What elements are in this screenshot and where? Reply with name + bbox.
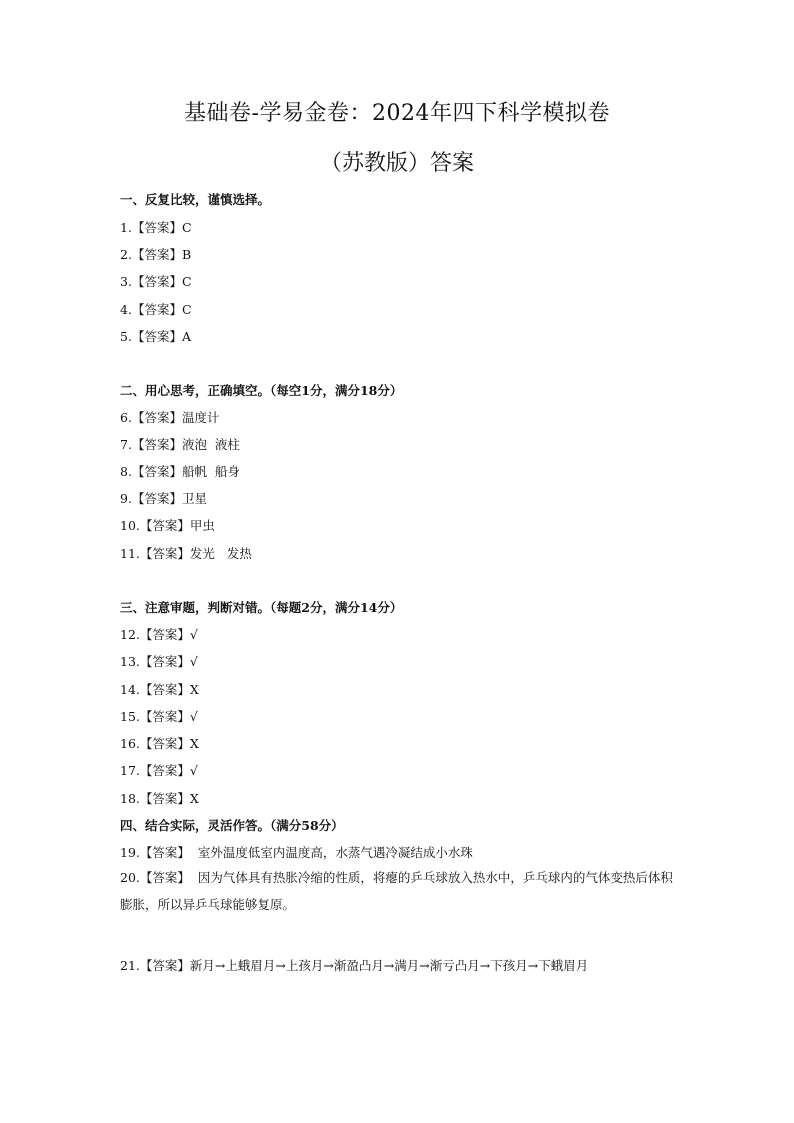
answer-tag: 【答案】 [131, 302, 182, 317]
question-number: 5. [120, 329, 132, 344]
answer-row [120, 245, 191, 263]
answer-tag: 【答案】 [131, 220, 182, 235]
answer-tag: 【答案】 [139, 654, 190, 669]
answer-row [120, 734, 199, 752]
answer-row [120, 843, 473, 861]
answer-tag: 【答案】 [131, 464, 182, 479]
answer-row [120, 516, 215, 534]
answer-text: X [189, 736, 199, 751]
answer-text: C [181, 274, 192, 289]
answer-row [120, 300, 192, 318]
answer-tag: 【答案】 [139, 518, 190, 533]
answer-tag: 【答案】 [131, 247, 182, 262]
answer-tag: 【答案】 [131, 329, 182, 344]
question-number: 10. [120, 518, 140, 533]
answer-row [120, 544, 252, 562]
question-number: 18. [120, 791, 140, 806]
answer-tag: 【答案】 [139, 709, 190, 724]
section-heading-fill-in: 二、用心思考，正确填空。（每空1分，满分18分） [120, 383, 403, 398]
answer-row [120, 272, 192, 290]
question-number: 20. [120, 870, 140, 885]
section-heading-true-false: 三、注意审题，判断对错。（每题2分，满分14分） [120, 600, 403, 615]
answer-row [120, 789, 199, 807]
answer-text: 发光 发热 [189, 546, 252, 561]
answer-text: X [189, 791, 199, 806]
answer-text: 甲虫 [189, 518, 215, 533]
answer-text: 室外温度低室内温度高，水蒸气遇冷凝结成小水珠 [189, 845, 473, 860]
question-number: 11. [120, 546, 140, 561]
answer-text: √ [189, 709, 198, 724]
answer-row [120, 218, 192, 236]
question-number: 19. [120, 845, 140, 860]
answer-text: 新月→上蛾眉月→上孩月→渐盈凸月→满月→渐亏凸月→下孩月→下蛾眉月 [189, 958, 589, 973]
question-number: 3. [120, 274, 132, 289]
answer-text: X [189, 682, 199, 697]
answer-text: √ [189, 763, 198, 778]
answer-tag: 【答案】 [139, 546, 190, 561]
answer-paragraph [120, 864, 680, 918]
answer-text: 船帆 船身 [181, 464, 240, 479]
answer-tag: 【答案】 [139, 627, 190, 642]
answer-tag: 【答案】 [139, 870, 190, 885]
answer-tag: 【答案】 [139, 845, 190, 860]
question-number: 12. [120, 627, 140, 642]
answer-row [120, 327, 191, 345]
answer-row [120, 956, 588, 974]
answer-row [120, 707, 198, 725]
question-number: 15. [120, 709, 140, 724]
question-number: 4. [120, 302, 132, 317]
question-number: 6. [120, 410, 132, 425]
answer-row [120, 462, 240, 480]
answer-tag: 【答案】 [139, 736, 190, 751]
question-number: 1. [120, 220, 132, 235]
answer-text: A [181, 329, 191, 344]
answer-row [120, 680, 199, 698]
answer-text: 因为气体具有热胀冷缩的性质，将瘪的乒乓球放入热水中，乒乓球内的气体变热后体积膨胀，所以异乒乓球能够复原。 [120, 870, 673, 912]
answer-tag: 【答案】 [131, 491, 182, 506]
answer-tag: 【答案】 [139, 682, 190, 697]
question-number: 9. [120, 491, 132, 506]
question-number: 17. [120, 763, 140, 778]
answer-row [120, 625, 198, 643]
question-number: 2. [120, 247, 132, 262]
section-heading-short-answer: 四、结合实际，灵活作答。（满分58分） [120, 818, 344, 833]
answer-tag: 【答案】 [139, 763, 190, 778]
question-number: 7. [120, 437, 132, 452]
answer-text: √ [189, 654, 198, 669]
question-number: 21. [120, 958, 140, 973]
answer-text: 液泡 液柱 [181, 437, 240, 452]
question-number: 14. [120, 682, 140, 697]
question-number: 16. [120, 736, 140, 751]
answer-text: C [181, 220, 192, 235]
answer-text: 温度计 [181, 410, 220, 425]
answer-text: C [181, 302, 192, 317]
answer-tag: 【答案】 [131, 410, 182, 425]
question-number: 13. [120, 654, 140, 669]
answer-tag: 【答案】 [139, 958, 190, 973]
answer-text: √ [189, 627, 198, 642]
document-subtitle: （苏教版）答案 [319, 151, 474, 176]
answer-tag: 【答案】 [131, 274, 182, 289]
section-heading-choice: 一、反复比较，谨慎选择。 [120, 192, 271, 207]
answer-text: B [181, 247, 192, 262]
document-title: 基础卷-学易金卷：2024年四下科学模拟卷 [184, 101, 610, 126]
answer-row [120, 761, 198, 779]
question-number: 8. [120, 464, 132, 479]
answer-row [120, 435, 240, 453]
answer-tag: 【答案】 [131, 437, 182, 452]
answer-row [120, 489, 207, 507]
answer-row [120, 652, 198, 670]
answer-text: 卫星 [181, 491, 207, 506]
answer-row [120, 408, 219, 426]
answer-tag: 【答案】 [139, 791, 190, 806]
